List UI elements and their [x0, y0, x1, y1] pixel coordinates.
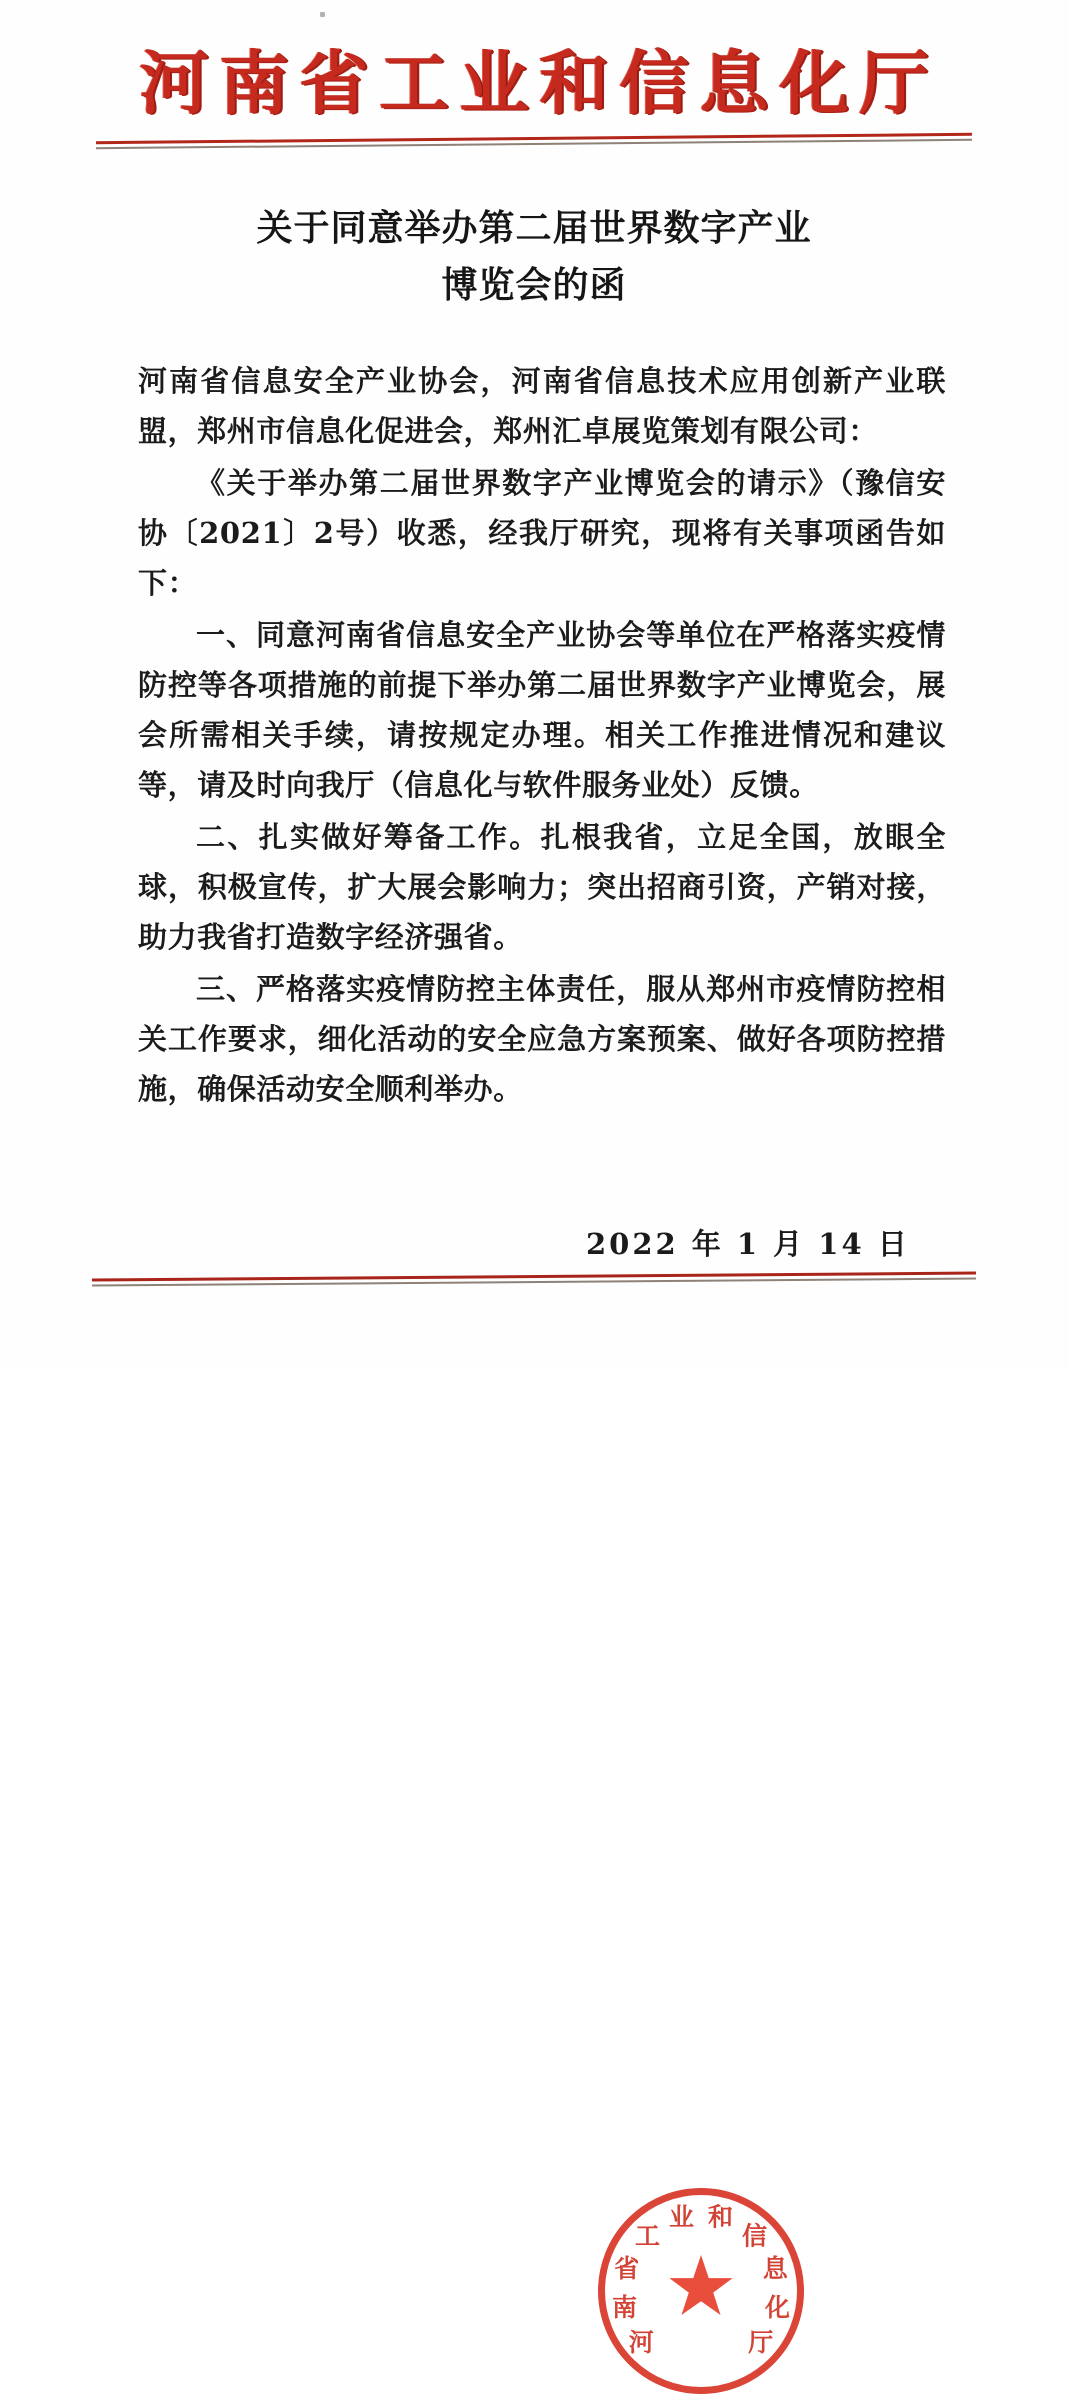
scan-speck-artifact — [320, 12, 325, 17]
official-seal — [598, 2188, 804, 2394]
item-paragraph-1: 一、同意河南省信息安全产业协会等单位在严格落实疫情防控等各项措施的前提下举办第二届世界数字产业博览会，展会所需相关手续，请按规定办理。相关工作推进情况和建议等，请及时向我厅（信息化与软件服务业处）反馈。 — [138, 618, 946, 802]
document-title-line-2: 博览会的函 — [441, 264, 627, 306]
issue-date: 2022 年 1 月 14 日 — [586, 1227, 910, 1261]
masthead-divider-rule — [96, 130, 972, 154]
document-body — [138, 356, 946, 1116]
issuing-authority-masthead: 河南省工业和信息化厅 — [139, 43, 940, 124]
document-title — [0, 200, 1068, 314]
masthead — [0, 43, 1068, 124]
seal-ring-text: 河 南 省 工 业 和 信 息 化 厅 — [611, 2202, 791, 2358]
addressee-paragraph: 河南省信息安全产业协会，河南省信息技术应用创新产业联盟，郑州市信息化促进会，郑州汇卓展览策划有限公司： — [138, 364, 946, 448]
item-paragraph-2: 二、扎实做好筹备工作。扎根我省，立足全国，放眼全球，积极宣传，扩大展会影响力；突出招商引资，产销对接，助力我省打造数字经济强省。 — [138, 820, 946, 954]
preamble-paragraph: 《关于举办第二届世界数字产业博览会的请示》（豫信安协〔2021〕2号）收悉，经我厅研究，现将有关事项函告如下： — [138, 466, 946, 600]
document-title-line-1: 关于同意举办第二届世界数字产业 — [256, 207, 812, 249]
item-paragraph-3: 三、严格落实疫情防控主体责任，服从郑州市疫情防控相关工作要求，细化活动的安全应急方案预案、做好各项防控措施，确保活动安全顺利举办。 — [138, 972, 946, 1106]
signature-area — [0, 1090, 1068, 2358]
